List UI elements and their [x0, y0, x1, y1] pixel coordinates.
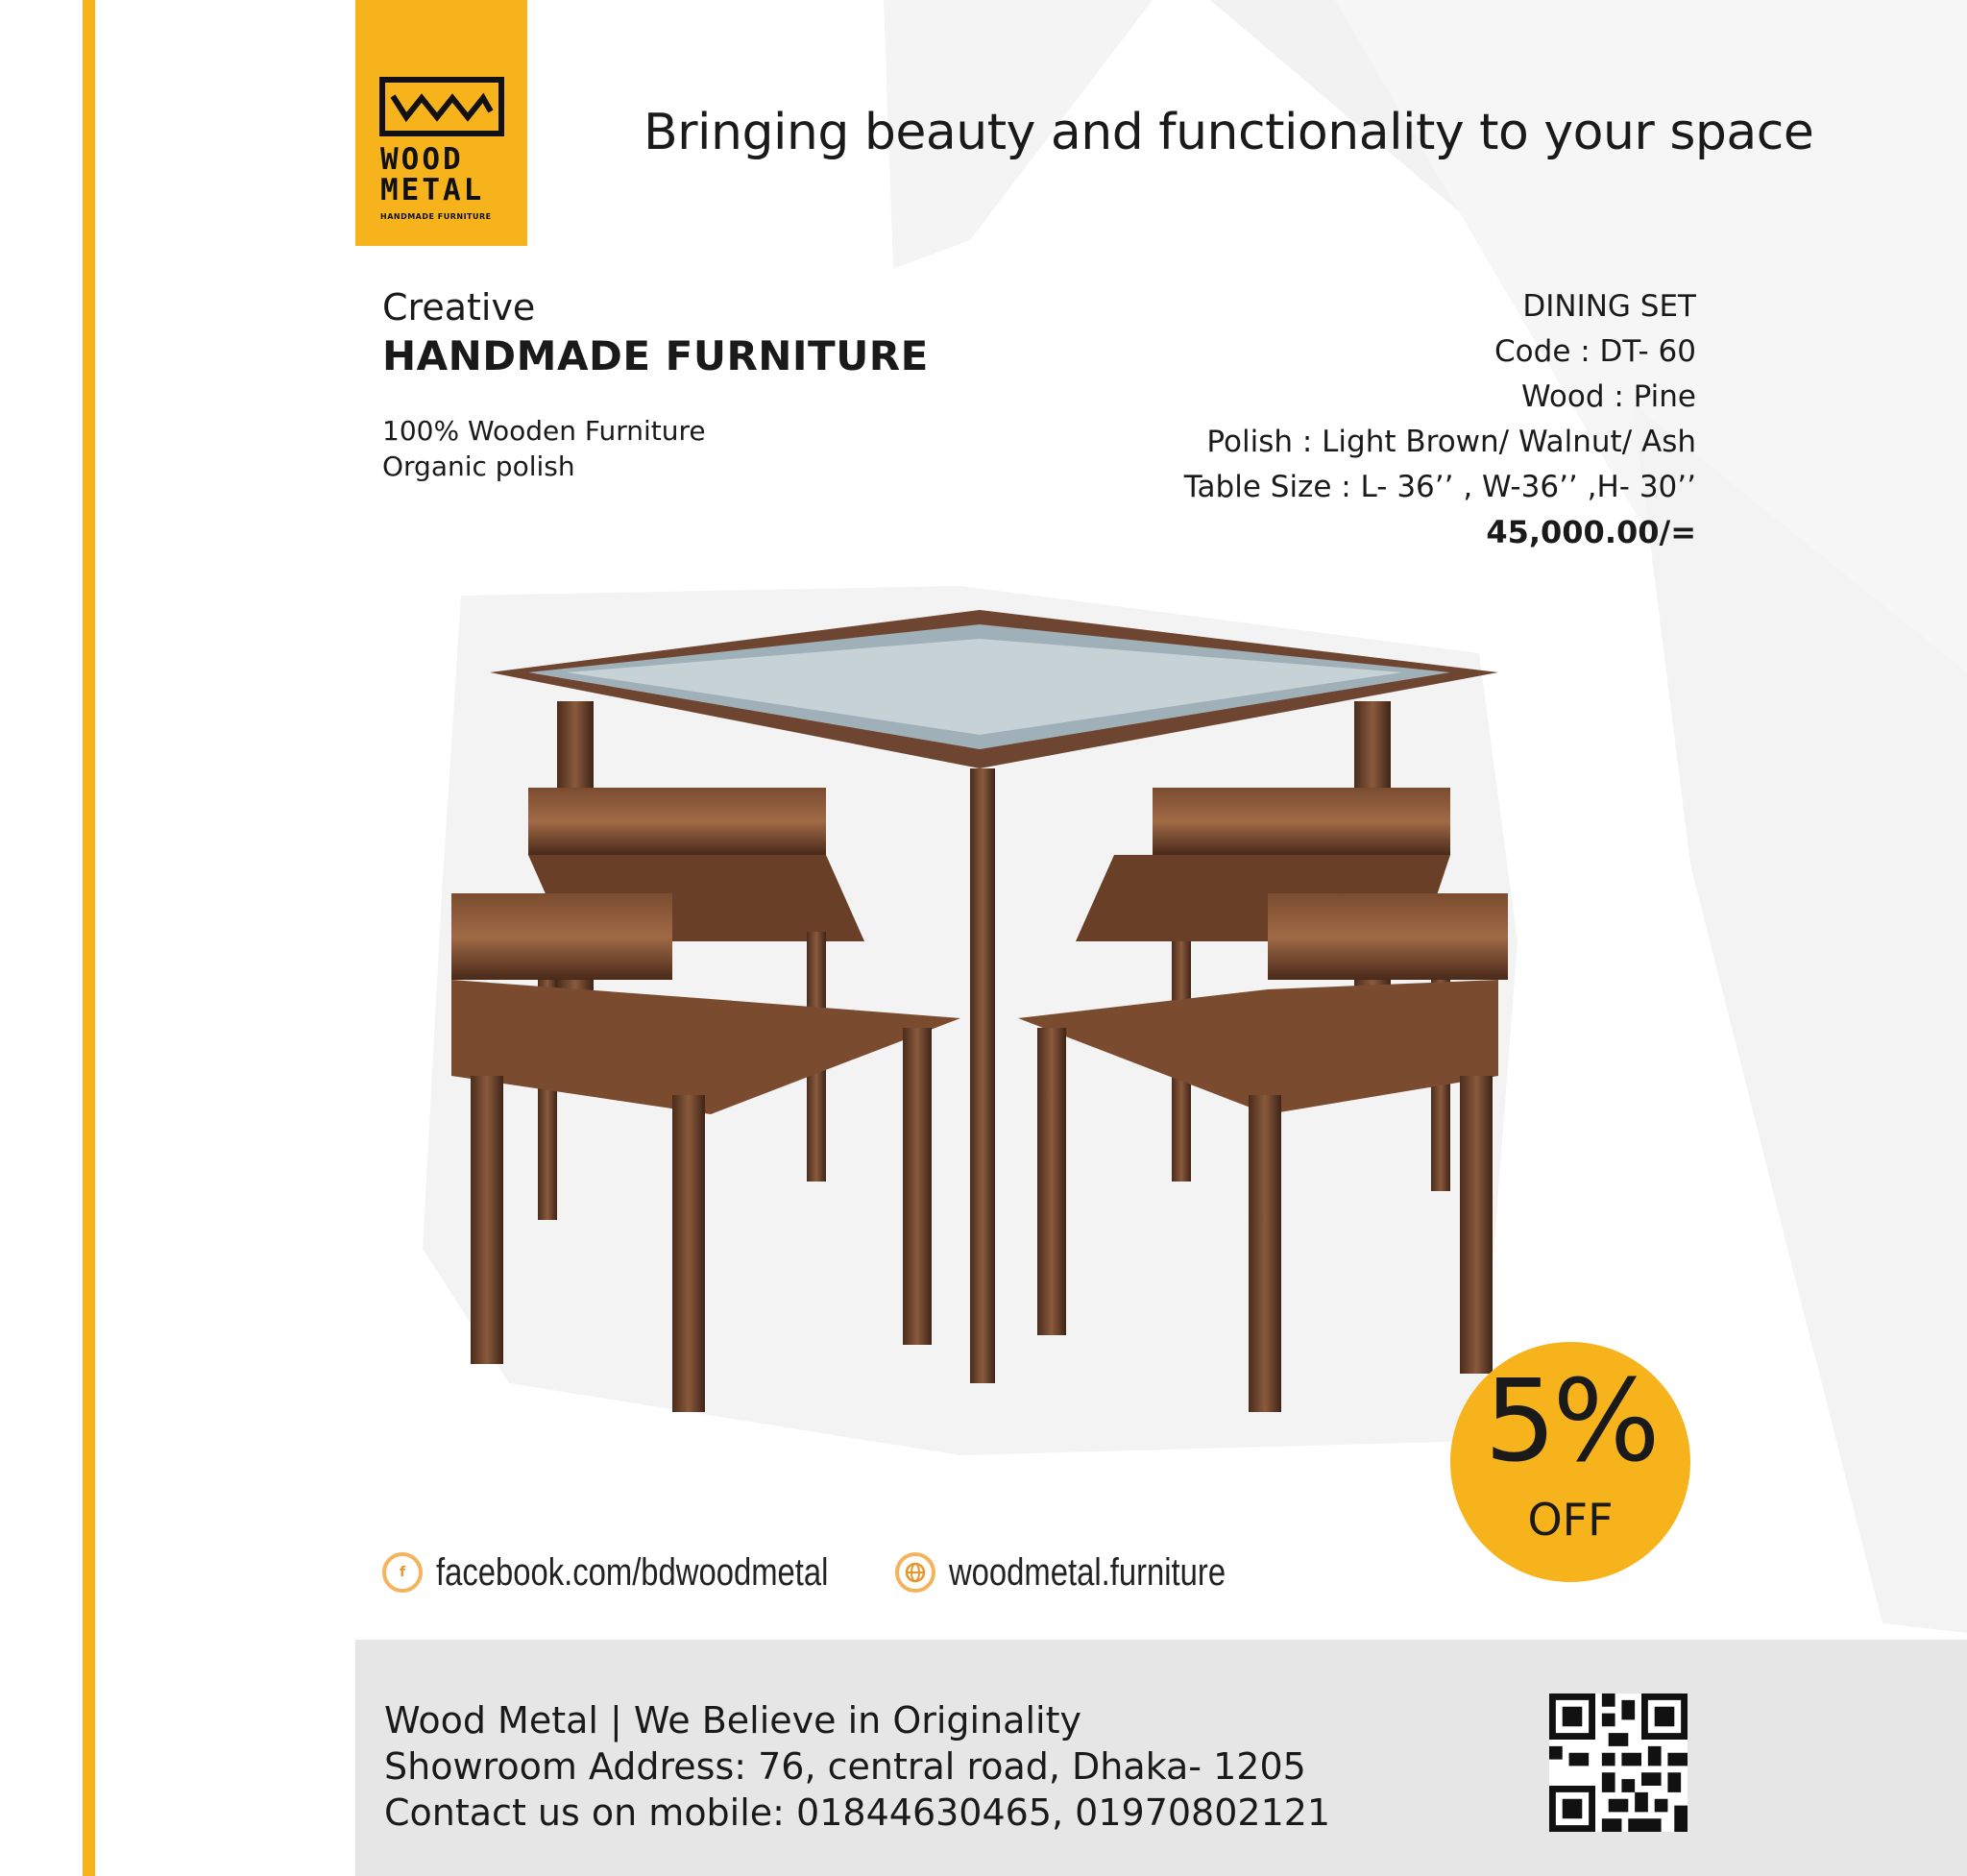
brand-logo	[355, 0, 527, 246]
facebook-icon: f	[382, 1552, 423, 1593]
product-name: DINING SET	[1522, 289, 1696, 324]
product-wood: Wood : Pine	[1521, 379, 1696, 414]
left-accent-stripe	[83, 0, 95, 1876]
website-url: woodmetal.furniture	[949, 1550, 1226, 1594]
dining-set-image	[423, 576, 1527, 1470]
intro-heading: HANDMADE FURNITURE	[382, 332, 929, 379]
facebook-link[interactable]	[382, 1548, 914, 1596]
footer-contact: Contact us on mobile: 01844630465, 01970802121	[384, 1791, 1331, 1834]
logo-word-metal: METAL	[380, 173, 485, 207]
product-price: 45,000.00/=	[1486, 514, 1696, 550]
tagline: Bringing beauty and functionality to your space	[644, 104, 1814, 161]
discount-percent: 5%	[1484, 1354, 1657, 1487]
footer-info	[384, 1697, 1330, 1836]
feature-list	[382, 413, 706, 484]
product-polish: Polish : Light Brown/ Walnut/ Ash	[1206, 425, 1696, 459]
logo-word-wood: WOOD	[380, 142, 464, 177]
footer	[355, 1640, 1967, 1876]
globe-icon	[895, 1552, 935, 1593]
discount-badge	[1450, 1342, 1690, 1582]
footer-address: Showroom Address: 76, central road, Dhaka- 1205	[384, 1745, 1306, 1788]
feature-item: Organic polish	[382, 451, 575, 482]
facebook-url: facebook.com/bdwoodmetal	[436, 1550, 829, 1594]
website-link[interactable]	[895, 1548, 1286, 1596]
discount-label: OFF	[1527, 1494, 1614, 1546]
logo-subtitle: HANDMADE FURNITURE	[380, 212, 492, 221]
logo-emblem-icon	[379, 77, 504, 136]
feature-item: 100% Wooden Furniture	[382, 415, 706, 447]
footer-slogan: Wood Metal | We Believe in Originality	[384, 1699, 1081, 1742]
product-size: Table Size : L- 36’’ , W-36’’ ,H- 30’’	[1183, 470, 1696, 504]
product-specs	[1184, 284, 1696, 555]
product-code: Code : DT- 60	[1494, 334, 1696, 369]
intro-creative: Creative	[382, 286, 536, 329]
qr-code-icon[interactable]	[1549, 1693, 1688, 1832]
